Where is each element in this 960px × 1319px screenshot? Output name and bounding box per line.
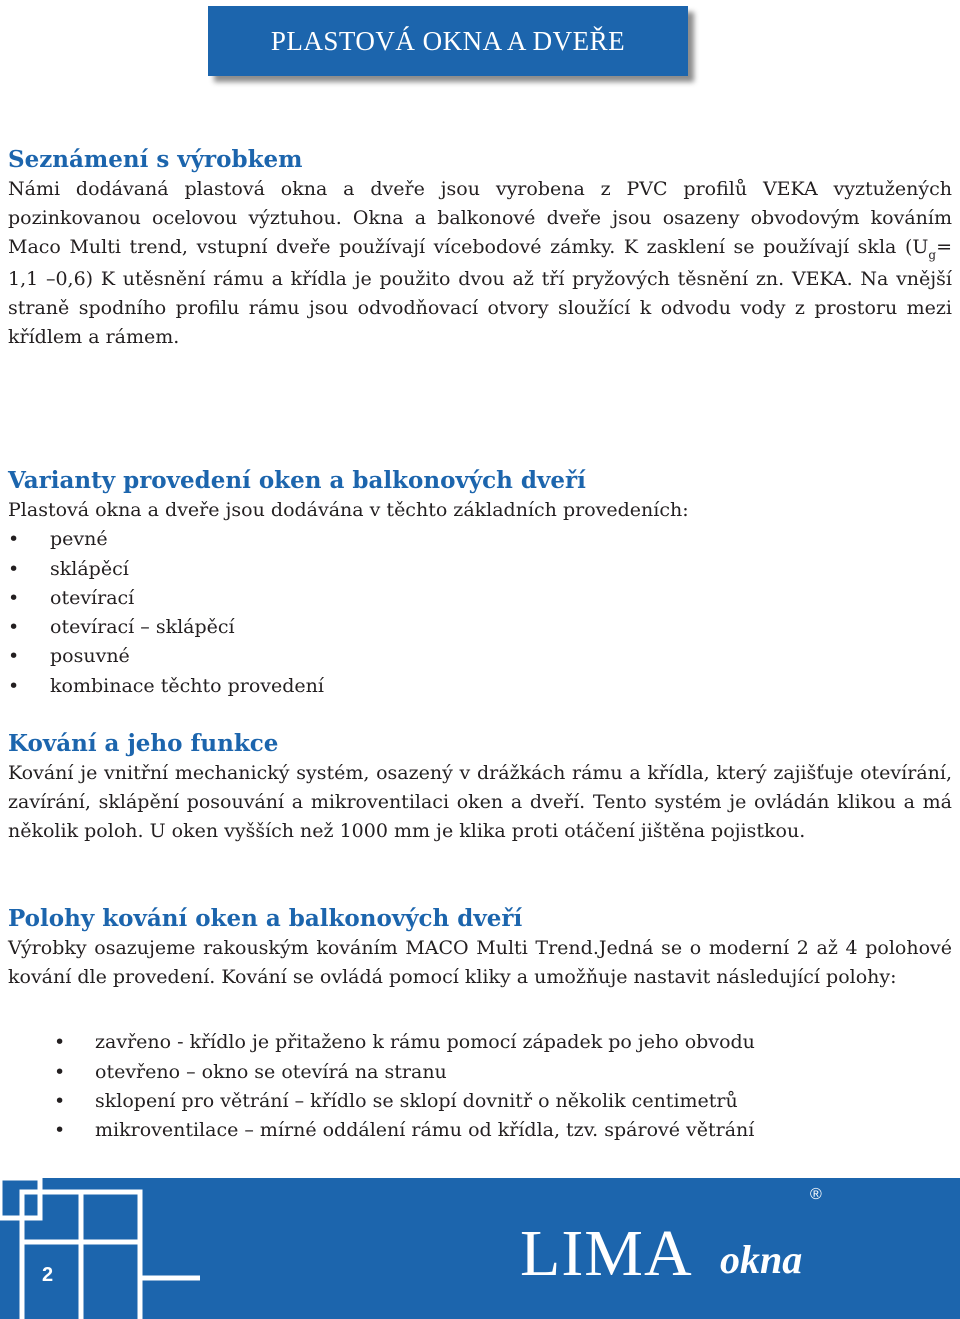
positions-heading: Polohy kování oken a balkonových dveří — [8, 905, 523, 932]
title-banner — [208, 6, 688, 76]
variants-list — [8, 525, 952, 701]
positions-section — [8, 904, 952, 1145]
list-item: • posuvné — [8, 642, 952, 671]
hardware-paragraph: Kování je vnitřní mechanický systém, osazený v drážkách rámu a křídla, který zajišťuje otevírání, zavírání, sklápění posouvání a mikroventilaci oken a dveří. Tento systém je ovládán klikou a má několik poloh. U oken vyšších než 1000 mm je klika proti otáčení jištěna pojistkou. — [8, 762, 952, 843]
logo-sub-text: okna — [720, 1237, 803, 1282]
intro-section — [8, 145, 952, 352]
list-item: • otevřeno – okno se otevírá na stranu — [8, 1058, 952, 1087]
intro-text-part2: = 1,1 –0,6) K utěsnění rámu a křídla je použito dvou až tří pryžových těsnění zn. VEKA. Na vnější straně spodního profilu rámu jsou odvodňovací otvory sloužící k odvodu vody z prostoru mezi křídlem a rámem. — [8, 236, 952, 349]
footer-bar — [0, 1178, 960, 1319]
intro-paragraph — [8, 175, 952, 352]
lima-logo — [520, 1186, 840, 1308]
positions-paragraph: Výrobky osazujeme rakouským kováním MACO Multi Trend.Jedná se o moderní 2 až 4 polohové kování dle provedení. Kování se ovládá pomocí kliky a umožňuje nastavit následující polohy: — [8, 937, 952, 989]
list-item: • otevírací – sklápěcí — [8, 613, 952, 642]
list-item: • kombinace těchto provedení — [8, 672, 952, 701]
list-item: • pevné — [8, 525, 952, 554]
variants-paragraph: Plastová okna a dveře jsou dodávána v těchto základních provedeních: — [8, 499, 689, 521]
variants-section — [8, 466, 952, 701]
list-item: • sklopení pro větrání – křídlo se sklopí dovnitř o několik centimetrů — [8, 1087, 952, 1116]
positions-list — [8, 1028, 952, 1145]
intro-subscript: g — [928, 248, 937, 263]
window-frame-graphic — [0, 1178, 200, 1319]
registered-mark: ® — [810, 1186, 822, 1203]
list-item: • mikroventilace – mírné oddálení rámu od křídla, tzv. spárové větrání — [8, 1116, 952, 1145]
intro-heading: Seznámení s výrobkem — [8, 146, 303, 173]
logo-main-text: LIMA — [520, 1217, 693, 1290]
hardware-heading: Kování a jeho funkce — [8, 730, 279, 757]
list-item: • sklápěcí — [8, 555, 952, 584]
page-number: 2 — [42, 1264, 54, 1286]
list-item: • zavřeno - křídlo je přitaženo k rámu pomocí západek po jeho obvodu — [8, 1028, 952, 1057]
list-item: • otevírací — [8, 584, 952, 613]
intro-text-part1: Námi dodávaná plastová okna a dveře jsou vyrobena z PVC profilů VEKA vyztužených pozinkovanou ocelovou výztuhou. Okna a balkonové dveře jsou osazeny obvodovým kováním Maco Multi trend, vstupní dveře používají vícebodové zámky. K zasklení se používají skla (U — [8, 178, 952, 259]
hardware-section — [8, 729, 952, 847]
page-title: PLASTOVÁ OKNA A DVEŘE — [270, 25, 626, 56]
variants-heading: Varianty provedení oken a balkonových dveří — [8, 467, 586, 494]
